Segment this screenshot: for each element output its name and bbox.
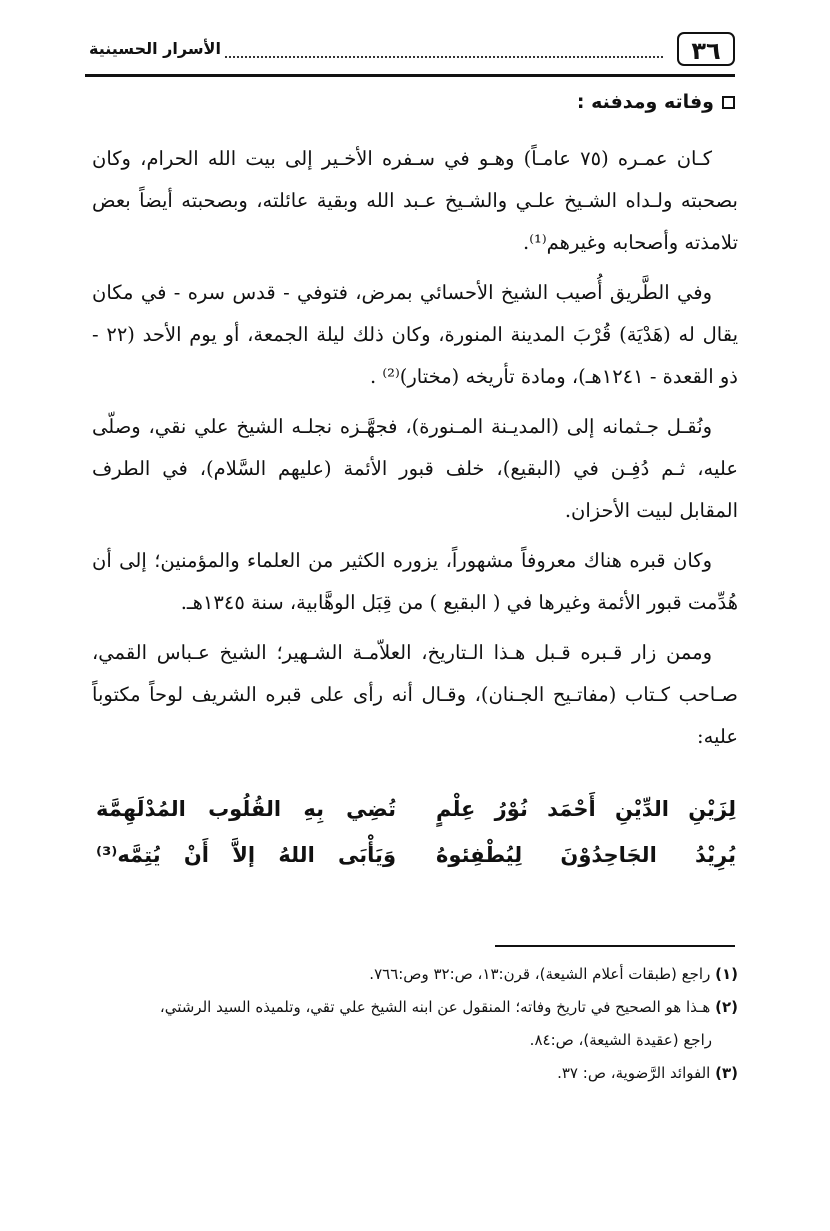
footnote xyxy=(92,958,738,991)
paragraph: ونُقـل جـثمانه إلى (المديـنة المـنورة)، فجهَّـزه نجلـه الشيخ علي نقي، وصلّى عليه، ثـم دُفِـن في (البقيع)، خلف قبور الأئمة (عليهم السَّلام)، في الطرف المقابل لبيت الأحزان. xyxy=(92,415,738,522)
paragraph: وكان قبره هناك معروفاً مشهوراً، يزوره الكثير من العلماء والمؤمنين؛ إلى أن هُدِّمت قبور الأئمة وغيرها في ( البقيع ) من قِبَل الوهَّابية، سنة ١٣٤٥هـ. xyxy=(92,549,738,614)
footnote-number: (٣) xyxy=(715,1064,738,1082)
page-header xyxy=(85,30,735,77)
body-text xyxy=(92,138,738,766)
header-leader-dots xyxy=(225,56,663,58)
poem-line xyxy=(96,786,736,832)
paragraph: كـان عمـره (٧٥ عامـاً) وهـو في سـفره الأخـير إلى بيت الله الحرام، وكان بصحبته ولـداه الشـيخ علـي والشـيخ عـبد الله وبقية عائلته، وبصحبته أيضاً بعض تلامذته وأصحابه وغيرهم⁽¹⁾. xyxy=(92,147,738,254)
footnote xyxy=(92,991,738,1024)
poem-hemistich-second: وَيَأْبَى اللهُ إلاَّ أَنْ يُتِمَّه⁽³⁾ xyxy=(96,843,396,867)
footnote-text: راجع (طبقات أعلام الشيعة)، قرن:١٣، ص:٣٢ وص:٧٦٦. xyxy=(369,965,711,983)
footnote xyxy=(92,1057,738,1090)
footnotes xyxy=(92,958,738,1090)
section-heading-text: وفاته ومدفنه : xyxy=(576,91,714,113)
paragraph: وممن زار قـبره قـبل هـذا الـتاريخ، العلاّمـة الشـهير؛ الشيخ عـباس القمي، صـاحب كـتاب (مفاتـيح الجـنان)، وقـال أنه رأى على قبره الشريف لوحاً مكتوباً عليه: xyxy=(92,641,738,748)
footnote-number: (١) xyxy=(715,965,738,983)
poem-hemistich-first: لِزَيْنِ الدِّيْنِ أَحْمَد نُوْرُ عِلْمٍ xyxy=(436,797,736,821)
footnote-separator xyxy=(495,945,735,947)
paragraph: وفي الطَّريق أُصيب الشيخ الأحسائي بمرض، فتوفي - قدس سره - في مكان يقال له (هَدْيَة) قُرْبَ المدينة المنورة، وكان ذلك ليلة الجمعة، أو يوم الأحد (٢٢ - ذو القعدة - ١٢٤١هـ)، ومادة تأريخه (مختار)⁽²⁾ . xyxy=(92,281,738,388)
poem-hemistich-second: تُضِي بِهِ القُلُوب المُدْلَهِمَّة xyxy=(96,797,396,821)
footnote-text: الفوائد الرَّضوية، ص: ٣٧. xyxy=(557,1064,711,1082)
footnote-continuation: راجع (عقيدة الشيعة)، ص:٨٤. xyxy=(529,1031,712,1049)
running-title: الأسرار الحسينية xyxy=(89,39,221,58)
square-bullet-icon xyxy=(722,96,735,109)
poem-line xyxy=(96,832,736,878)
footnote-text: هـذا هو الصحيح في تاريخ وفاته؛ المنقول عن ابنه الشيخ علي تقي، وتلميذه السيد الرشتي، xyxy=(159,998,711,1016)
poem xyxy=(96,786,736,878)
section-heading xyxy=(577,88,735,116)
footnote-number: (٢) xyxy=(715,998,738,1016)
page-number: ٣٦ xyxy=(677,32,735,66)
poem-hemistich-first: يُرِيْدُ الجَاحِدُوْنَ لِيُطْفِئوهُ xyxy=(436,843,736,867)
